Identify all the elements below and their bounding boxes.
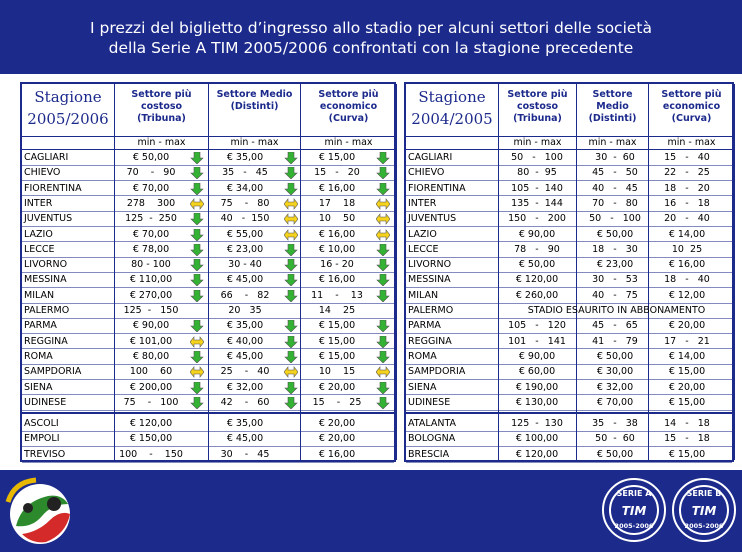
price-cell: € 20,00 (318, 381, 356, 393)
price-cell: € 200,00 (129, 381, 173, 393)
team-name: UDINESE (408, 396, 451, 408)
team-name: CAGLIARI (24, 152, 69, 163)
season-label: 2004/2005 (411, 110, 493, 128)
price-cell: € 20,00 (668, 320, 706, 332)
team-name: PARMA (408, 320, 441, 332)
section-divider (406, 412, 732, 414)
price-cell: € 16,00 (318, 448, 356, 460)
team-name: LECCE (24, 243, 55, 255)
price-cell: 18 - 40 (664, 274, 710, 286)
price-cell: 125 - 250 (125, 213, 177, 225)
price-cell: 105 - 120 (508, 320, 566, 332)
column-header-1: Settore più costoso (Tribuna) (507, 89, 568, 124)
arrow-down-icon (376, 290, 390, 302)
price-cell: € 90,00 (518, 350, 556, 362)
arrow-down-icon (376, 183, 390, 195)
team-name: BRESCIA (408, 448, 450, 460)
price-cell: € 45,00 (226, 350, 264, 362)
season-label: 2005/2006 (27, 110, 109, 128)
price-cell: 20 - 40 (664, 213, 710, 225)
title-line-2: della Serie A TIM 2005/2006 confrontati con la stagione precedente (108, 39, 634, 57)
arrow-down-icon (284, 244, 298, 256)
min-max-label: min - max (137, 137, 186, 148)
price-cell: € 100,00 (515, 433, 559, 445)
arrow-down-icon (190, 397, 204, 409)
column-divider (396, 84, 397, 460)
price-cell: € 40,00 (226, 335, 264, 347)
arrow-left-right-icon (376, 229, 390, 241)
arrow-down-icon (190, 152, 204, 164)
price-cell: € 120,00 (129, 418, 173, 430)
arrow-down-icon (190, 290, 204, 302)
section-divider (22, 412, 394, 414)
column-divider (734, 84, 735, 460)
stagione-label: Stagione (34, 88, 102, 106)
price-cell: € 50,00 (518, 259, 556, 271)
arrow-down-icon (284, 274, 298, 286)
price-cell: € 50,00 (132, 152, 170, 163)
serie-b-badge (672, 478, 736, 542)
price-cell: € 32,00 (596, 381, 634, 393)
price-cell: € 15,00 (668, 366, 706, 378)
price-cell: € 35,00 (226, 152, 264, 163)
arrow-down-icon (376, 244, 390, 256)
price-cell: 80 - 95 (517, 167, 557, 179)
team-name: LAZIO (24, 228, 53, 240)
price-cell: 278 300 (126, 197, 176, 209)
arrow-left-right-icon (284, 198, 298, 210)
team-name: JUVENTUS (408, 213, 457, 225)
team-name: CHIEVO (408, 167, 445, 179)
team-name: LIVORNO (408, 259, 452, 271)
serie-a-badge (602, 478, 666, 542)
price-cell: € 20,00 (668, 381, 706, 393)
arrow-down-icon (284, 183, 298, 195)
arrow-down-icon (376, 336, 390, 348)
price-cell: € 130,00 (515, 396, 559, 408)
price-cell: € 110,00 (129, 274, 173, 286)
price-cell: 15 - 40 (664, 152, 710, 163)
price-cell: 16 - 20 (320, 259, 354, 271)
arrow-down-icon (190, 213, 204, 225)
price-cell: 15 - 18 (664, 433, 710, 445)
price-cell: € 32,00 (226, 381, 264, 393)
price-cell: 35 - 45 (222, 167, 268, 179)
team-name: MILAN (408, 289, 439, 301)
serie-b-season: 2005-2006 (684, 522, 724, 530)
price-cell: € 120,00 (515, 448, 559, 460)
team-name: MESSINA (24, 274, 67, 286)
price-cell: 30 - 40 (228, 259, 262, 271)
arrow-down-icon (376, 382, 390, 394)
price-cell: 17 18 (318, 197, 356, 209)
price-cell: € 15,00 (668, 396, 706, 408)
price-cell: € 23,00 (596, 259, 634, 271)
arrow-left-right-icon (190, 366, 204, 378)
price-cell: € 14,00 (668, 228, 706, 240)
price-cell: 100 - 150 (119, 448, 183, 460)
price-cell: 10 50 (318, 213, 356, 225)
min-max-label: min - max (230, 137, 279, 148)
price-cell: 18 - 20 (664, 182, 710, 194)
price-cell: 10 25 (671, 243, 703, 255)
price-cell: € 60,00 (518, 366, 556, 378)
team-name: SAMPDORIA (24, 366, 82, 378)
price-cell: € 16,00 (668, 259, 706, 271)
team-name: SIENA (408, 381, 437, 393)
team-name: ASCOLI (24, 418, 59, 430)
price-cell: 30 - 45 (220, 448, 270, 460)
football-logo-icon (2, 474, 78, 550)
price-cell: € 80,00 (132, 350, 170, 362)
team-name: CAGLIARI (408, 152, 453, 163)
price-cell: 16 - 18 (664, 197, 710, 209)
price-cell: € 23,00 (226, 243, 264, 255)
arrow-left-right-icon (376, 213, 390, 225)
header-divider (22, 136, 394, 137)
price-cell: € 50,00 (596, 448, 634, 460)
arrow-down-icon (376, 274, 390, 286)
price-cell: 10 15 (318, 366, 356, 378)
column-header-3: Settore più economico (Curva) (318, 89, 379, 124)
team-name: REGGINA (24, 335, 68, 347)
price-cell: € 16,00 (318, 228, 356, 240)
price-cell: 40 - 150 (220, 213, 270, 225)
team-name: UDINESE (24, 396, 67, 408)
team-name: TREVISO (24, 448, 66, 460)
price-cell: 78 - 90 (514, 243, 560, 255)
price-cell: 22 - 25 (664, 167, 710, 179)
price-cell: € 45,00 (226, 274, 264, 286)
arrow-down-icon (190, 244, 204, 256)
arrow-left-right-icon (284, 229, 298, 241)
serie-b-label: SERIE B (686, 489, 722, 498)
price-cell: € 15,00 (318, 335, 356, 347)
price-cell: 70 - 80 (592, 197, 638, 209)
price-cell: € 55,00 (226, 228, 264, 240)
price-cell: € 150,00 (129, 433, 173, 445)
min-max-label: min - max (667, 137, 716, 148)
price-cell: 14 25 (318, 305, 356, 316)
price-cell: € 15,00 (318, 350, 356, 362)
table-2005-2006 (20, 82, 396, 462)
team-name: FIORENTINA (408, 182, 466, 194)
arrow-down-icon (284, 290, 298, 302)
team-name: PALERMO (408, 305, 454, 316)
price-cell: 25 - 40 (220, 366, 270, 378)
arrow-down-icon (190, 229, 204, 241)
price-cell: 105 - 140 (511, 182, 563, 194)
arrow-left-right-icon (376, 366, 390, 378)
arrow-down-icon (284, 152, 298, 164)
price-cell: 125 - 150 (123, 305, 179, 316)
row-divider (22, 462, 394, 463)
team-name: INTER (24, 197, 53, 209)
team-name: LECCE (408, 243, 439, 255)
price-cell: 40 - 75 (592, 289, 638, 301)
price-cell: 50 - 60 (595, 433, 635, 445)
price-cell: 42 - 60 (220, 396, 270, 408)
team-name: INTER (408, 197, 437, 209)
team-name: BOLOGNA (408, 433, 456, 445)
price-cell: € 70,00 (132, 182, 170, 194)
price-cell: 135 - 144 (511, 197, 563, 209)
column-header-3: Settore più economico (Curva) (661, 89, 722, 124)
stagione-label: Stagione (418, 88, 486, 106)
arrow-down-icon (376, 397, 390, 409)
title-line-1: I prezzi del biglietto d’ingresso allo stadio per alcuni settori delle società (90, 19, 652, 37)
price-cell: 50 - 100 (589, 213, 641, 225)
table-2004-2005 (404, 82, 734, 462)
team-name: EMPOLI (24, 433, 60, 445)
price-cell: € 20,00 (318, 433, 356, 445)
row-divider (406, 462, 732, 463)
arrow-left-right-icon (190, 336, 204, 348)
team-name: JUVENTUS (24, 213, 73, 225)
price-cell: 125 - 130 (511, 418, 563, 430)
arrow-down-icon (284, 397, 298, 409)
arrow-down-icon (190, 320, 204, 332)
price-cell: 15 - 25 (312, 396, 362, 408)
row-divider (22, 410, 394, 411)
price-cell: € 30,00 (596, 366, 634, 378)
price-cell: 20 35 (228, 305, 262, 316)
price-cell: 40 - 45 (592, 182, 638, 194)
arrow-down-icon (284, 382, 298, 394)
arrow-left-right-icon (284, 366, 298, 378)
arrow-down-icon (376, 351, 390, 363)
price-cell: € 15,00 (668, 448, 706, 460)
arrow-down-icon (284, 259, 298, 271)
arrow-down-icon (190, 274, 204, 286)
price-cell: 45 - 65 (592, 320, 638, 332)
arrow-down-icon (376, 320, 390, 332)
serie-a-brand: TIM (621, 504, 647, 518)
arrow-left-right-icon (190, 198, 204, 210)
price-cell: 75 - 100 (123, 396, 179, 408)
price-cell: 11 - 13 (311, 289, 363, 301)
arrow-down-icon (190, 259, 204, 271)
team-name: ROMA (24, 350, 53, 362)
price-cell: 75 - 80 (220, 197, 270, 209)
price-cell: € 35,00 (226, 320, 264, 332)
serie-b-brand: TIM (691, 504, 717, 518)
team-name: SAMPDORIA (408, 366, 466, 378)
arrow-left-right-icon (376, 198, 390, 210)
arrow-down-icon (284, 336, 298, 348)
arrow-down-icon (190, 382, 204, 394)
price-cell: 66 - 82 (220, 289, 270, 301)
team-name: LAZIO (408, 228, 437, 240)
team-name: REGGINA (408, 335, 452, 347)
team-name: CHIEVO (24, 167, 61, 179)
price-cell: € 78,00 (132, 243, 170, 255)
price-cell: € 50,00 (596, 350, 634, 362)
price-cell: € 101,00 (129, 335, 173, 347)
team-name: LIVORNO (24, 259, 68, 271)
price-cell: 18 - 30 (592, 243, 638, 255)
min-max-label: min - max (588, 137, 637, 148)
team-name: FIORENTINA (24, 182, 82, 194)
span-note: STADIO ESAURITO IN ABBONAMENTO (527, 305, 706, 316)
price-cell: 100 60 (129, 366, 173, 378)
price-cell: € 50,00 (596, 228, 634, 240)
price-cell: € 270,00 (129, 289, 173, 301)
price-cell: € 16,00 (318, 274, 356, 286)
column-header-2: Settore Medio (Distinti) (216, 89, 293, 112)
price-cell: € 34,00 (226, 182, 264, 194)
price-cell: € 16,00 (318, 182, 356, 194)
team-name: MILAN (24, 289, 55, 301)
price-cell: € 70,00 (132, 228, 170, 240)
team-name: PALERMO (24, 305, 70, 316)
column-header-1: Settore più costoso (Tribuna) (131, 89, 192, 124)
arrow-down-icon (284, 167, 298, 179)
price-cell: 30 - 60 (595, 152, 635, 163)
price-cell: 15 - 20 (314, 167, 360, 179)
header-divider (406, 136, 732, 137)
price-cell: 30 - 53 (592, 274, 638, 286)
arrow-down-icon (190, 183, 204, 195)
price-cell: 45 - 50 (592, 167, 638, 179)
arrow-down-icon (284, 351, 298, 363)
price-cell: € 45,00 (226, 433, 264, 445)
price-cell: 35 - 38 (592, 418, 638, 430)
arrow-down-icon (376, 152, 390, 164)
title-banner (0, 0, 742, 74)
min-max-label: min - max (324, 137, 373, 148)
price-cell: € 120,00 (515, 274, 559, 286)
price-cell: € 15,00 (318, 320, 356, 332)
price-cell: € 20,00 (318, 418, 356, 430)
price-cell: € 10,00 (318, 243, 356, 255)
min-max-label: min - max (513, 137, 562, 148)
price-cell: 17 - 21 (664, 335, 710, 347)
arrow-down-icon (190, 351, 204, 363)
price-cell: 50 - 100 (511, 152, 563, 163)
column-header-2: Settore Medio (Distinti) (588, 89, 637, 124)
price-cell: € 90,00 (132, 320, 170, 332)
arrow-down-icon (190, 167, 204, 179)
price-cell: € 190,00 (515, 381, 559, 393)
team-name: MESSINA (408, 274, 451, 286)
price-cell: 101 - 141 (508, 335, 566, 347)
price-cell: 150 - 200 (508, 213, 566, 225)
arrow-down-icon (284, 320, 298, 332)
price-cell: € 90,00 (518, 228, 556, 240)
price-cell: 70 - 90 (126, 167, 176, 179)
price-cell: € 260,00 (515, 289, 559, 301)
arrow-down-icon (376, 167, 390, 179)
price-cell: € 14,00 (668, 350, 706, 362)
team-name: SIENA (24, 381, 53, 393)
price-cell: € 35,00 (226, 418, 264, 430)
price-cell: 41 - 79 (592, 335, 638, 347)
price-cell: 80 - 100 (131, 259, 171, 271)
row-divider (406, 410, 732, 411)
team-name: ROMA (408, 350, 437, 362)
arrow-down-icon (376, 259, 390, 271)
price-cell: € 15,00 (318, 152, 356, 163)
price-cell: € 12,00 (668, 289, 706, 301)
team-name: ATALANTA (408, 418, 457, 430)
arrow-left-right-icon (284, 213, 298, 225)
serie-a-season: 2005-2006 (614, 522, 654, 530)
price-cell: 14 - 18 (664, 418, 710, 430)
team-name: PARMA (24, 320, 57, 332)
price-cell: € 70,00 (596, 396, 634, 408)
serie-a-label: SERIE A (616, 489, 652, 498)
